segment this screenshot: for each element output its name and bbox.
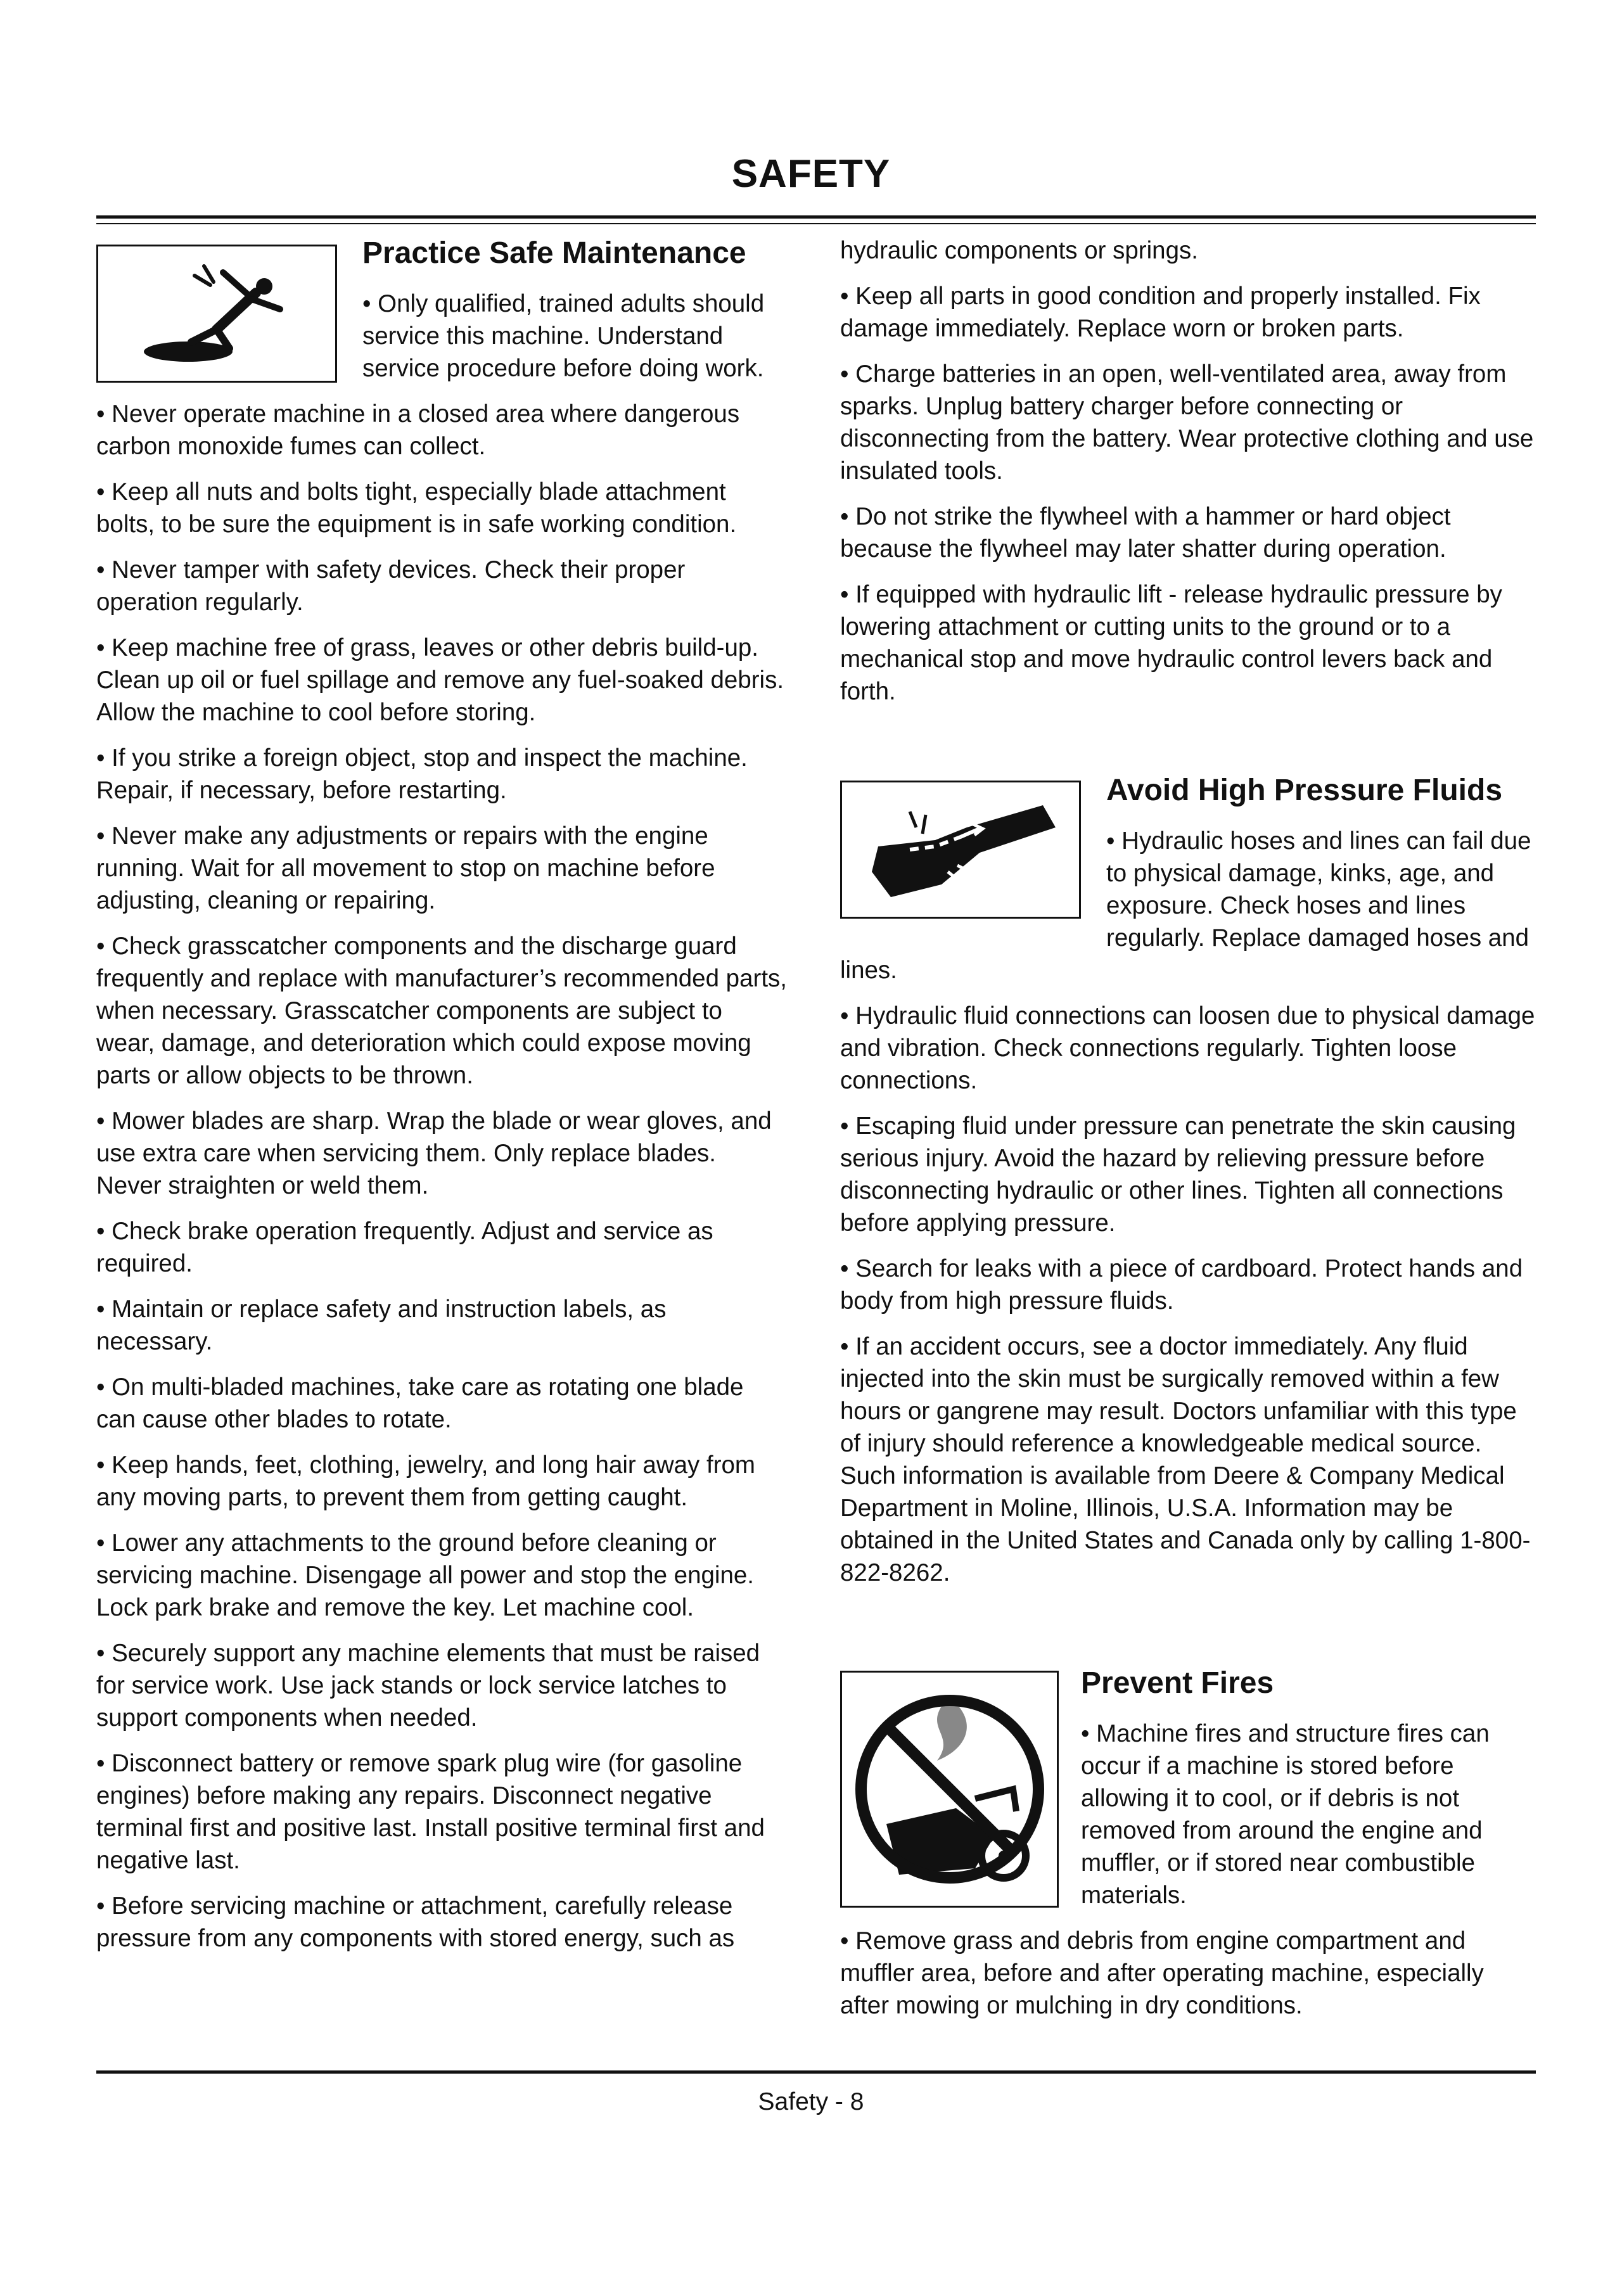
- list-item: • Keep all parts in good condition and properly installed. Fix damage immediately. Replace worn or broken parts.: [840, 283, 1481, 342]
- section-heading-maintenance: Practice Safe Maintenance: [362, 236, 746, 270]
- list-item: • Check grasscatcher components and the discharge guard frequently and replace with manufacturer’s recommended parts, when necessary. Grasscatcher components are subject to wear, damage, and deterioration which could expose moving parts or allow objects to be thrown.: [96, 933, 787, 1089]
- list-item: • Mower blades are sharp. Wrap the blade or wear gloves, and use extra care when servicing them. Only replace blades. Never straighten or weld them.: [96, 1107, 772, 1199]
- high-pressure-fluid-icon: [840, 781, 1081, 919]
- list-item: • Search for leaks with a piece of cardboard. Protect hands and body from high pressure fluids.: [840, 1255, 1523, 1315]
- list-item: • Hydraulic fluid connections can loosen due to physical damage and vibration. Check connections regularly. Tighten loose connections.: [840, 1002, 1535, 1094]
- list-item: • Machine fires and structure fires can occur if a machine is stored before allowing it to cool, or if debris is not removed from around the engine and muffler, or if stored near combustible materials.: [1081, 1720, 1490, 1909]
- list-item: • Hydraulic hoses and lines can fail due to physical damage, kinks, age, and exposure. Check hoses and lines regularly. Replace damaged hoses and lines.: [840, 827, 1531, 984]
- list-item: • Maintain or replace safety and instruction labels, as necessary.: [96, 1296, 667, 1355]
- list-item: • Keep hands, feet, clothing, jewelry, and long hair away from any moving parts, to prevent them from getting caught.: [96, 1451, 756, 1511]
- page-title: SAFETY: [731, 152, 891, 196]
- header-rule-thin: [96, 223, 1536, 224]
- list-item: • Keep machine free of grass, leaves or other debris build-up. Clean up oil or fuel spillage and remove any fuel-soaked debris. Allow the machine to cool before storing.: [96, 634, 784, 726]
- list-item: • Never make any adjustments or repairs with the engine running. Wait for all movement to stop on machine before adjusting, cleaning or repairing.: [96, 822, 715, 914]
- list-item: • If equipped with hydraulic lift - release hydraulic pressure by lowering attachment or cutting units to the ground or to a mechanical stop and move hydraulic control levers back and forth.: [840, 581, 1502, 705]
- list-item: • Disconnect battery or remove spark plug wire (for gasoline engines) before making any repairs. Disconnect negative terminal first and positive last. Install positive terminal first and negative last.: [96, 1750, 765, 1874]
- header-rule: [96, 215, 1536, 219]
- left-column: [96, 234, 787, 1968]
- list-item: • Check brake operation frequently. Adjust and service as required.: [96, 1218, 713, 1277]
- list-item: • If an accident occurs, see a doctor immediately. Any fluid injected into the skin must be surgically removed within a few hours or gangrene may result. Doctors unfamiliar with this type of injury should reference a knowledgeable medical source. Such information is available from Deere & Company Medical Department in Moline, Illinois, U.S.A. Information may be obtained in the United States and Canada only by calling 1-800-822-8262.: [840, 1333, 1531, 1586]
- list-item: • Escaping fluid under pressure can penetrate the skin causing serious injury. Avoid the hazard by relieving pressure before disconnecting hydraulic or other lines. Tighten all connections before applying pressure.: [840, 1113, 1516, 1237]
- list-item: • Securely support any machine elements that must be raised for service work. Use jack stands or lock service latches to support components when needed.: [96, 1640, 760, 1732]
- list-item: • If you strike a foreign object, stop and inspect the machine. Repair, if necessary, before restarting.: [96, 744, 748, 804]
- section-heading-fluids: Avoid High Pressure Fluids: [1106, 774, 1503, 807]
- list-item: • Only qualified, trained adults should service this machine. Understand service procedure before doing work.: [362, 290, 765, 382]
- list-item: • Charge batteries in an open, well-ventilated area, away from sparks. Unplug battery charger before connecting or disconnecting from the battery. Wear protective clothing and use insulated tools.: [840, 360, 1534, 485]
- list-item: hydraulic components or springs.: [840, 237, 1198, 264]
- list-item: • Lower any attachments to the ground before cleaning or servicing machine. Disengage all power and stop the engine. Lock park brake and remove the key. Let machine cool.: [96, 1529, 754, 1621]
- footer-rule: [96, 2070, 1536, 2074]
- list-item: • Do not strike the flywheel with a hammer or hard object because the flywheel may later shatter during operation.: [840, 503, 1451, 563]
- list-item: • On multi-bladed machines, take care as rotating one blade can cause other blades to rotate.: [96, 1374, 744, 1433]
- right-column: [840, 234, 1537, 2035]
- no-fire-icon: [840, 1671, 1059, 1908]
- list-item: • Remove grass and debris from engine compartment and muffler area, before and after operating machine, especially after mowing or mulching in dry conditions.: [840, 1927, 1484, 2019]
- falling-person-icon: [96, 245, 337, 383]
- list-item: • Never operate machine in a closed area where dangerous carbon monoxide fumes can collect.: [96, 400, 740, 460]
- list-item: • Never tamper with safety devices. Check their proper operation regularly.: [96, 556, 686, 616]
- list-item: • Before servicing machine or attachment, carefully release pressure from any components with stored energy, such as: [96, 1892, 735, 1952]
- section-heading-fires: Prevent Fires: [1081, 1666, 1274, 1700]
- page-number: Safety - 8: [758, 2088, 864, 2115]
- list-item: • Keep all nuts and bolts tight, especially blade attachment bolts, to be sure the equipment is in safe working condition.: [96, 478, 737, 538]
